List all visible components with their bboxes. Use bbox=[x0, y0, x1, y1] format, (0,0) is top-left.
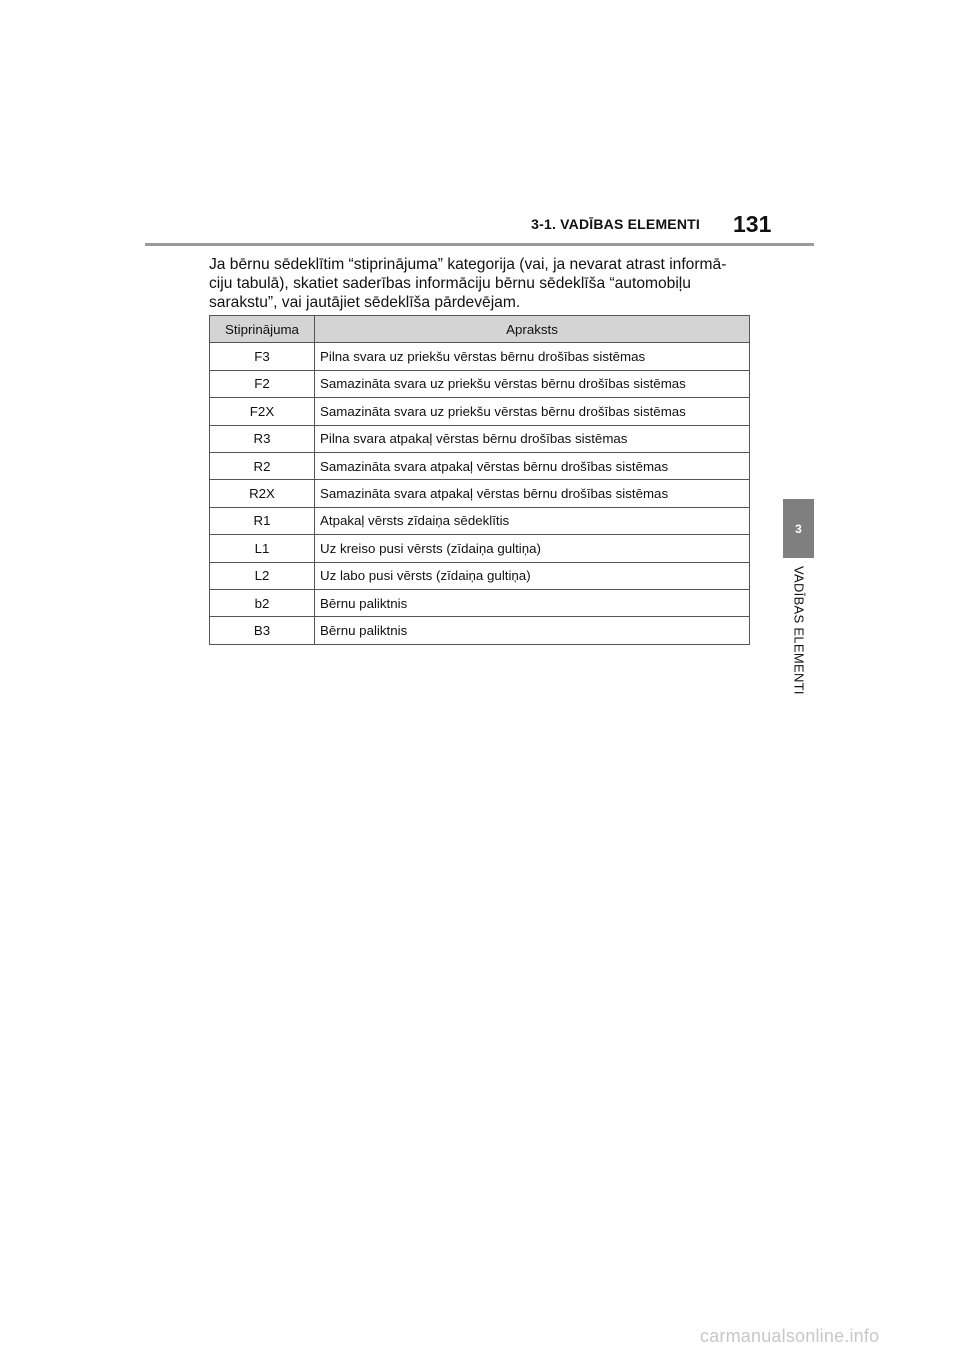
table-row bbox=[210, 535, 750, 562]
column-header-category: Stiprinājuma bbox=[210, 316, 315, 343]
description-cell: Bērnu paliktnis bbox=[315, 617, 750, 644]
category-cell: F2X bbox=[210, 398, 315, 425]
table-row bbox=[210, 562, 750, 589]
watermark: carmanualsonline.info bbox=[700, 1326, 880, 1346]
description-cell: Atpakaļ vērsts zīdaiņa sēdeklītis bbox=[315, 507, 750, 534]
category-cell: R2 bbox=[210, 452, 315, 479]
section-title: 3-1. VADĪBAS ELEMENTI bbox=[531, 216, 700, 232]
description-cell: Uz kreiso pusi vērsts (zīdaiņa gultiņa) bbox=[315, 535, 750, 562]
description-cell: Samazināta svara uz priekšu vērstas bērnu drošības sistēmas bbox=[315, 398, 750, 425]
table-row bbox=[210, 452, 750, 479]
table-header-row bbox=[210, 316, 750, 343]
table-row bbox=[210, 370, 750, 397]
description-cell: Uz labo pusi vērsts (zīdaiņa gultiņa) bbox=[315, 562, 750, 589]
column-header-description: Apraksts bbox=[315, 316, 750, 343]
table-row bbox=[210, 343, 750, 370]
chapter-tab bbox=[783, 499, 814, 558]
description-cell: Pilna svara uz priekšu vērstas bērnu drošības sistēmas bbox=[315, 343, 750, 370]
description-cell: Samazināta svara atpakaļ vērstas bērnu drošības sistēmas bbox=[315, 452, 750, 479]
table-row bbox=[210, 480, 750, 507]
category-cell: B3 bbox=[210, 617, 315, 644]
chapter-side-label: VADĪBAS ELEMENTI bbox=[791, 566, 807, 695]
description-cell: Bērnu paliktnis bbox=[315, 589, 750, 616]
description-cell: Pilna svara atpakaļ vērstas bērnu drošības sistēmas bbox=[315, 425, 750, 452]
category-cell: R2X bbox=[210, 480, 315, 507]
chapter-number: 3 bbox=[795, 521, 802, 536]
description-cell: Samazināta svara atpakaļ vērstas bērnu drošības sistēmas bbox=[315, 480, 750, 507]
category-cell: R3 bbox=[210, 425, 315, 452]
header-divider bbox=[145, 243, 814, 246]
category-cell: F3 bbox=[210, 343, 315, 370]
category-cell: F2 bbox=[210, 370, 315, 397]
category-cell: R1 bbox=[210, 507, 315, 534]
intro-line: Ja bērnu sēdeklītim “stiprinājuma” kategorija (vai, ja nevarat atrast informā- bbox=[209, 256, 727, 273]
category-cell: L1 bbox=[210, 535, 315, 562]
description-cell: Samazināta svara uz priekšu vērstas bērnu drošības sistēmas bbox=[315, 370, 750, 397]
table-row bbox=[210, 589, 750, 616]
category-cell: b2 bbox=[210, 589, 315, 616]
table-row bbox=[210, 507, 750, 534]
table-row bbox=[210, 425, 750, 452]
table-row bbox=[210, 398, 750, 425]
intro-line: ciju tabulā), skatiet saderības informāciju bērnu sēdeklīša “automobiļu bbox=[209, 275, 691, 292]
table-row bbox=[210, 617, 750, 644]
child-seat-category-table bbox=[209, 315, 750, 645]
category-cell: L2 bbox=[210, 562, 315, 589]
intro-paragraph bbox=[209, 255, 754, 312]
page-number: 131 bbox=[733, 211, 772, 237]
intro-line: sarakstu”, vai jautājiet sēdeklīša pārdevējam. bbox=[209, 294, 521, 311]
